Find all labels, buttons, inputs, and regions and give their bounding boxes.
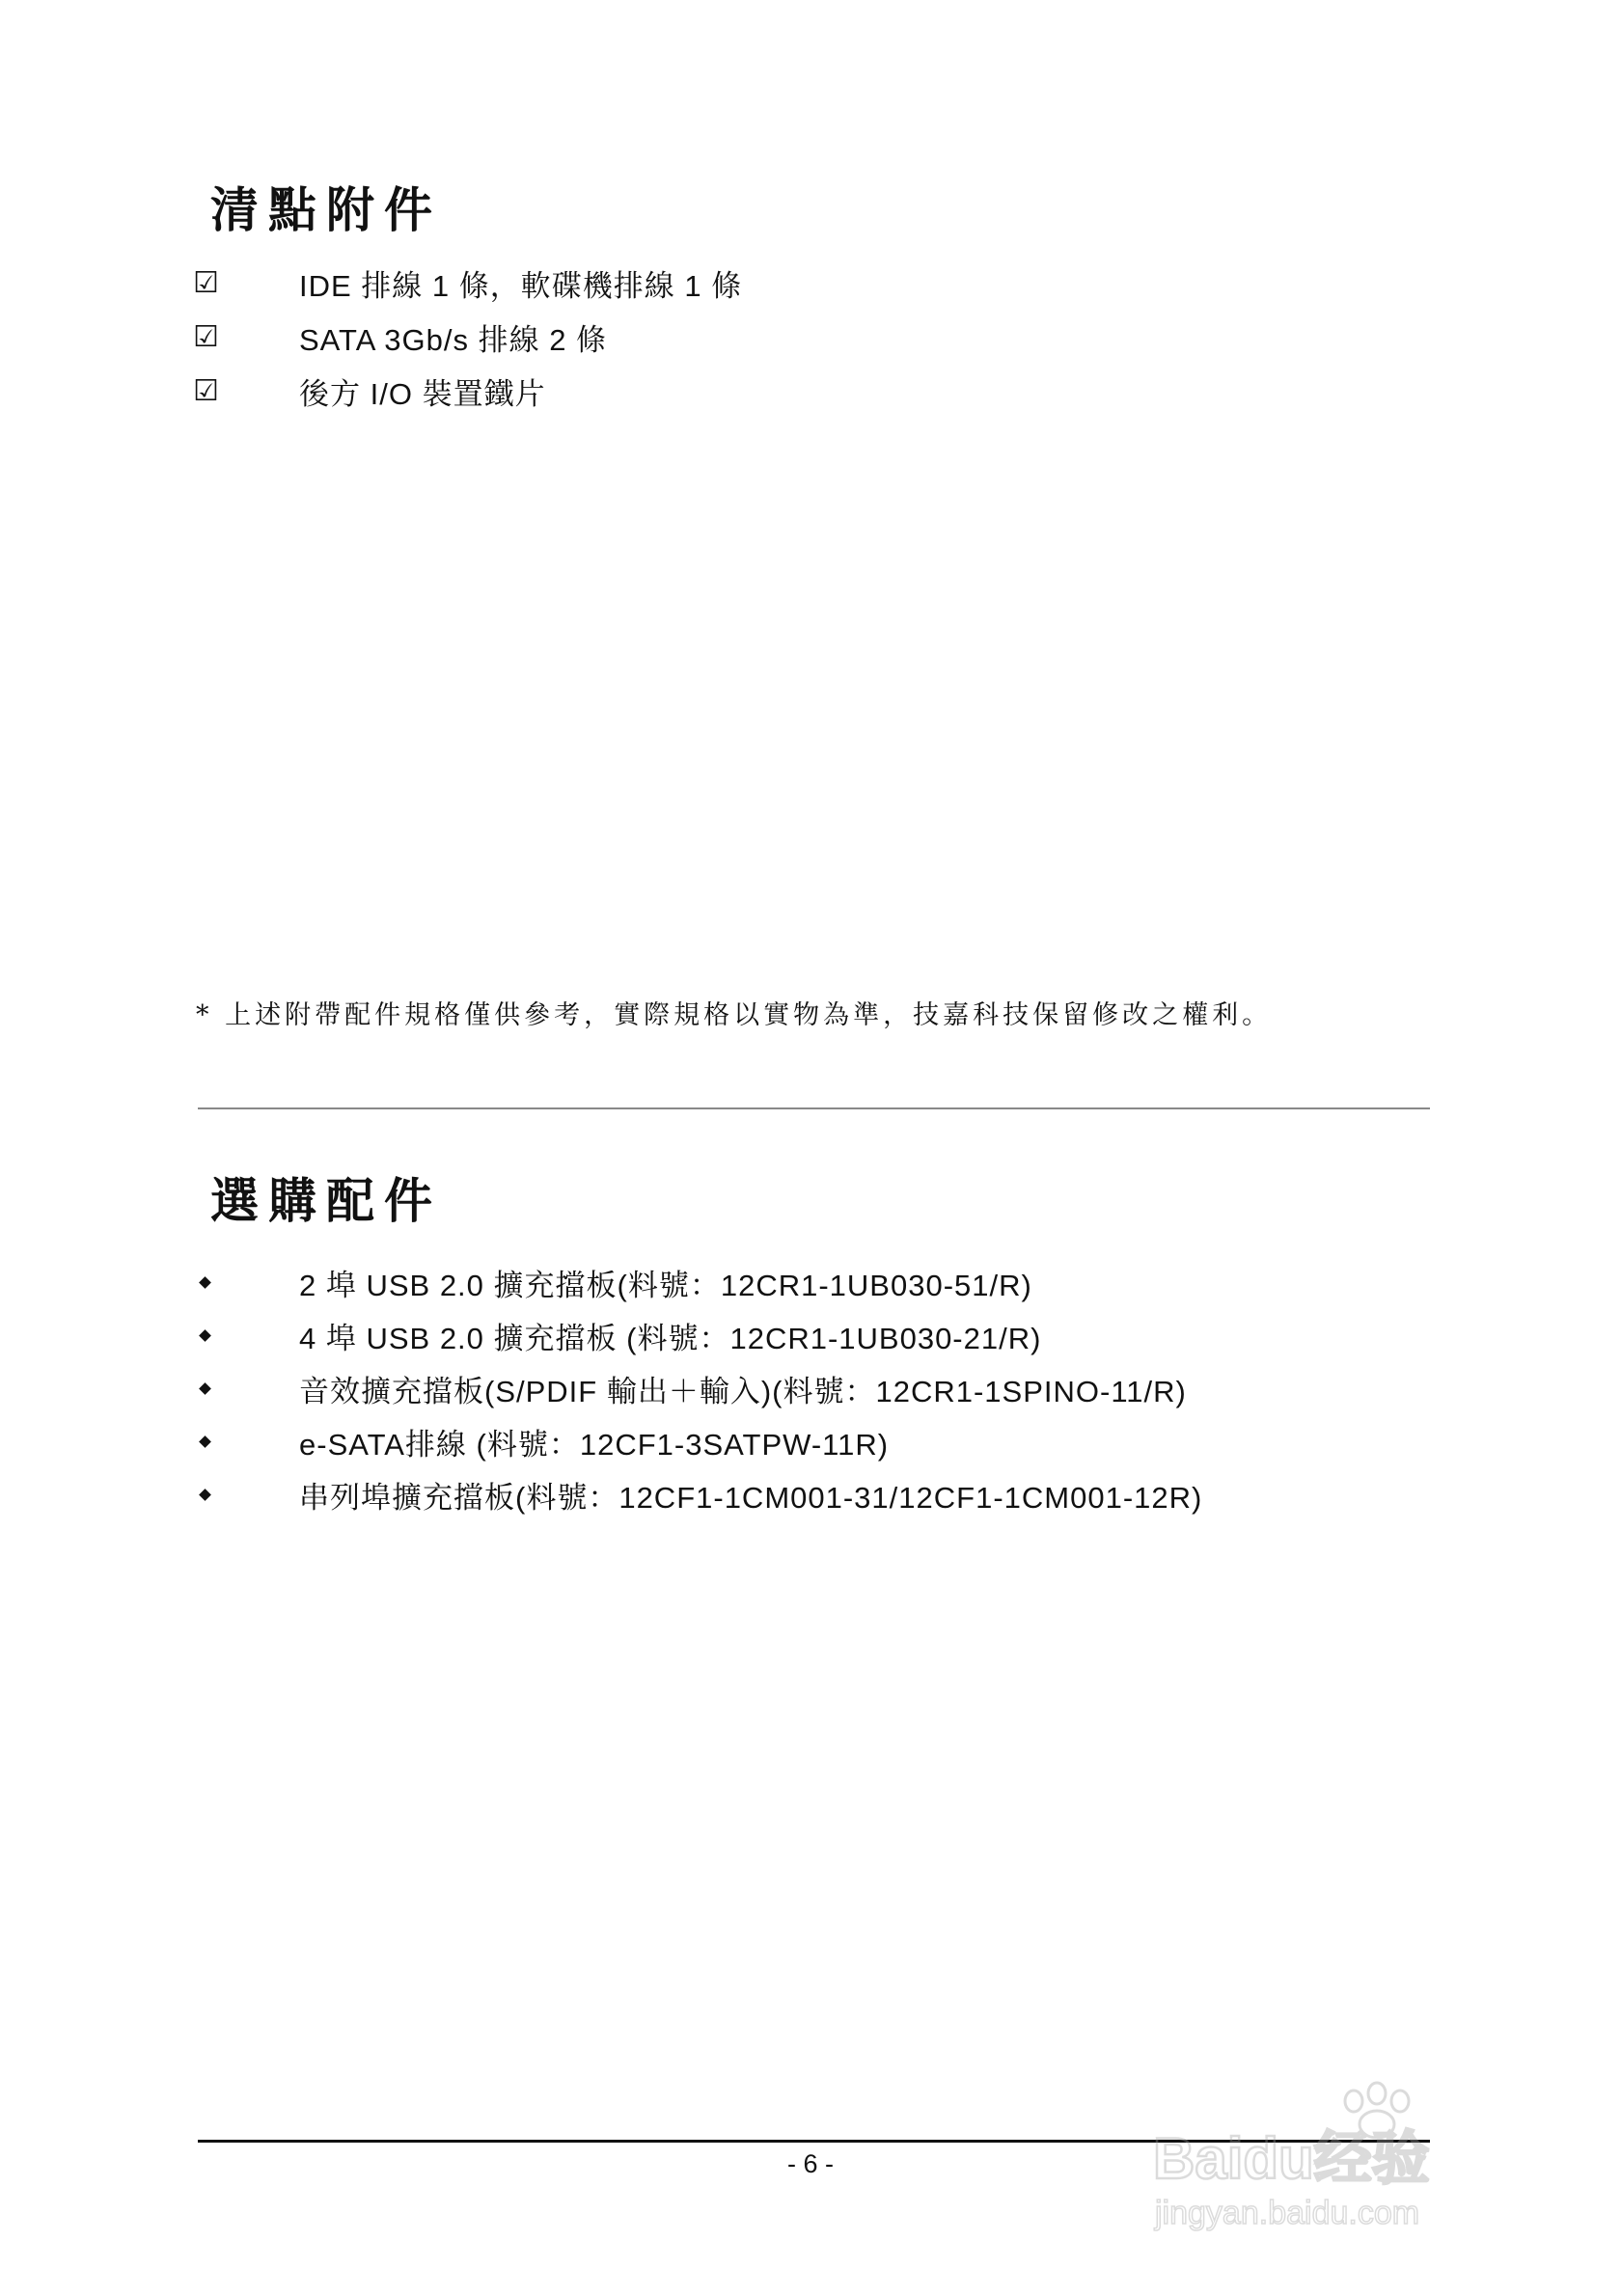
included-accessories-title: 清點附件 [210,181,442,238]
list-item [193,1415,1202,1468]
optional-accessories-title: 選購配件 [210,1172,442,1229]
watermark-url-text: jingyan.baidu.com [1155,2195,1420,2231]
item-text: e-SATA排線 (料號：12CF1-3SATPW-11R) [299,1428,890,1462]
checkbox-checked-icon: ☑ [193,319,219,354]
checkbox-checked-icon: ☑ [193,265,219,300]
section-divider [198,1107,1430,1109]
item-text: 4 埠 USB 2.0 擴充擋板 (料號：12CR1-1UB030-21/R) [299,1322,1042,1355]
optional-accessories-list [193,1256,1202,1521]
diamond-bullet-icon [193,1326,299,1346]
diamond-bullet-icon [193,1380,299,1399]
list-item [193,1362,1202,1415]
list-item [193,310,742,364]
list-item [193,1309,1202,1362]
checkbox-checked-icon: ☑ [193,373,219,408]
list-item [193,256,742,310]
item-text: SATA 3Gb/s 排線 2 條 [299,322,608,357]
diamond-bullet-icon [193,1273,299,1293]
included-accessories-list [193,256,742,418]
watermark-logo-text: Baidu经验 [1153,2126,1430,2191]
list-item [193,364,742,418]
footnote: * 上述附帶配件規格僅供參考，實際規格以實物為準，技嘉科技保留修改之權利。 [196,1000,1273,1030]
list-item [193,1256,1202,1309]
item-text: 2 埠 USB 2.0 擴充擋板(料號：12CR1-1UB030-51/R) [299,1269,1032,1302]
item-text: 音效擴充擋板(S/PDIF 輸出＋輸入)(料號：12CR1-1SPINO-11/R) [299,1375,1187,1408]
diamond-bullet-icon [193,1486,299,1505]
diamond-bullet-icon [193,1433,299,1452]
item-text: IDE 排線 1 條，軟碟機排線 1 條 [299,268,743,303]
item-text: 串列埠擴充擋板(料號：12CF1-1CM001-31/12CF1-1CM001-12R) [299,1481,1203,1515]
page-number: - 6 - [786,2149,834,2178]
list-item [193,1468,1202,1521]
baidu-watermark-logo [1153,2064,1539,2238]
item-text: 後方 I/O 裝置鐵片 [299,376,546,411]
